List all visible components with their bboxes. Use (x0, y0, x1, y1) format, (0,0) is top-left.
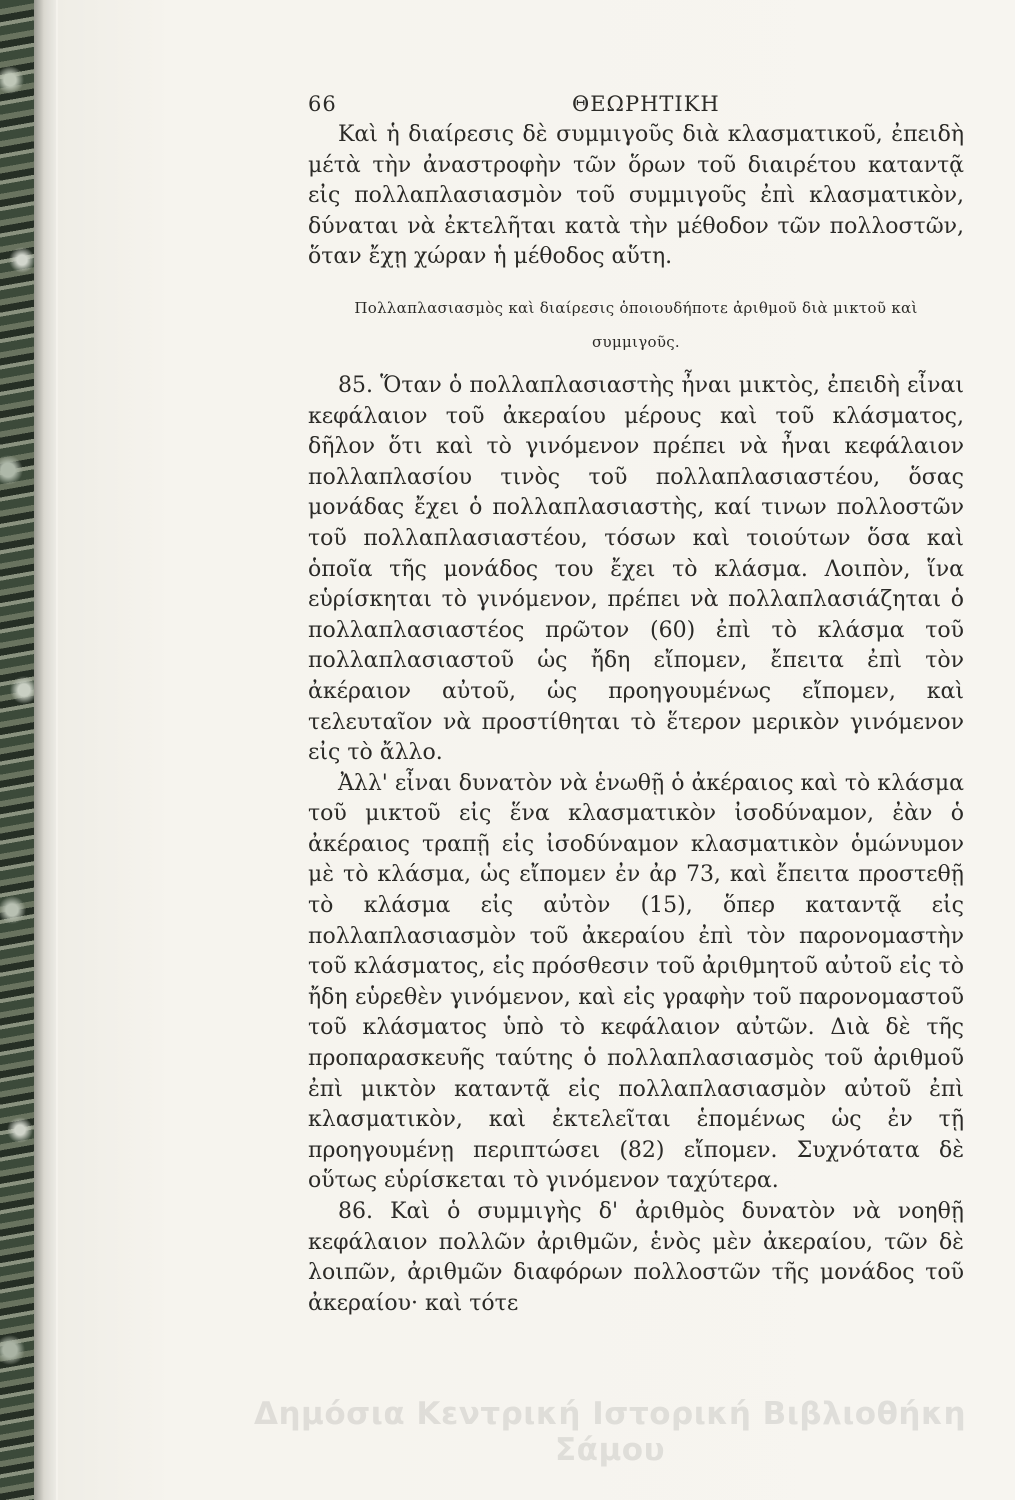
page-body (308, 120, 964, 1319)
running-head: ΘΕΩΡΗΤΙΚΗ (572, 92, 720, 116)
paragraph-86: 86. Καὶ ὁ συμμιγὴς δ' ἀριθμὸς δυνατὸν νὰ νοηθῇ κεφάλαιον πολλῶν ἀριθμῶν, ἑνὸς μὲν ἀκεραίου, τῶν δὲ λοιπῶν, ἀριθμῶν διαφόρων πολλοστῶν τῆς μονάδος τοῦ ἀκεραίου· καὶ τότε (308, 1199, 964, 1316)
paragraph-division-mixed: Καὶ ἡ διαίρεσις δὲ συμμιγοῦς διὰ κλασματικοῦ, ἐπειδὴ μέτὰ τὴν ἀναστροφὴν τῶν ὅρων τοῦ διαιρέτου καταντᾷ εἰς πολλαπλασιασμὸν τοῦ συμμιγοῦς ἐπὶ κλασματικὸν, δύναται νὰ ἐκτελῆται κατὰ τὴν μέθοδον τῶν πολλοστῶν, ὅταν ἔχῃ χώραν ἡ μέθοδος αὕτη. (308, 122, 964, 270)
paragraph-alla: Ἀλλ' εἶναι δυνατὸν νὰ ἑνωθῇ ὁ ἀκέραιος καὶ τὸ κλάσμα τοῦ μικτοῦ εἰς ἕνα κλασματικὸν ἰσοδύναμον, ἐὰν ὁ ἀκέραιος τραπῇ εἰς ἰσοδύναμον κλασματικὸν ὁμώνυμον μὲ τὸ κλάσμα, ὡς εἴπομεν ἐν ἀρ 73, καὶ ἔπειτα προστεθῇ τὸ κλάσμα εἰς αὐτὸν (15), ὅπερ καταντᾷ εἰς πολλαπλασιασμὸν τοῦ ἀκεραίου ἐπὶ τὸν παρονομαστὴν τοῦ κλάσματος, εἰς πρόσθεσιν τοῦ ἀριθμητοῦ αὐτοῦ εἰς τὸ ἤδη εὑρεθὲν γινόμενον, καὶ εἰς γραφὴν τοῦ παρονομαστοῦ τοῦ κλάσματος ὑπὸ τὸ κεφάλαιον αὐτῶν. Διὰ δὲ τῆς προπαρασκευῆς ταύτης ὁ πολλαπλασιασμὸς τοῦ ἀριθμοῦ ἐπὶ μικτὸν καταντᾷ εἰς πολλαπλασιασμὸν αὐτοῦ ἐπὶ κλασματικὸν, καὶ ἐκτελεῖται ἑπομένως ὡς ἐν τῇ προηγουμένῃ περιπτώσει (82) εἴπομεν. Συχνότατα δὲ οὕτως εὑρίσκεται τὸ γινόμενον ταχύτερα. (308, 770, 964, 1194)
page-gutter (34, 0, 56, 1500)
book-binding (0, 0, 34, 1500)
page-number: 66 (308, 92, 337, 116)
library-watermark: Δημόσια Κεντρική Ιστορική Βιβλιοθήκη Σάμου (253, 1396, 967, 1468)
paragraph-85: 85. Ὅταν ὁ πολλαπλασιαστὴς ἦναι μικτὸς, ἐπειδὴ εἶναι κεφάλαιον τοῦ ἀκεραίου μέρους καὶ τοῦ κλάσματος, δῆλον ὅτι καὶ τὸ γινόμενον πρέπει νὰ ἦναι κεφάλαιον πολλαπλασίου τινὸς τοῦ πολλαπλασιαστέου, ὅσας μονάδας ἔχει ὁ πολλαπλασιαστὴς, καί τινων πολλοστῶν τοῦ πολλαπλασιαστέου, τόσων καὶ τοιούτων ὅσα καὶ ὁποῖα τῆς μονάδος του ἔχει τὸ κλάσμα. Λοιπὸν, ἵνα εὑρίσκηται τὸ γινόμενον, πρέπει νὰ πολλαπλασιάζηται ὁ πολλαπλασιαστέος πρῶτον (60) ἐπὶ τὸ κλάσμα τοῦ πολλαπλασιαστοῦ ὡς ἤδη εἴπομεν, ἔπειτα ἐπὶ τὸν ἀκέραιον αὐτοῦ, ὡς προηγουμένως εἴπομεν, καὶ τελευταῖον νὰ προστίθηται τὸ ἕτερον μερικὸν γινόμενον εἰς τὸ ἄλλο. (308, 372, 964, 766)
section-heading: Πολλαπλασιασμὸς καὶ διαίρεσις ὁποιουδήποτε ἀριθμοῦ διὰ μικτοῦ καὶ συμμιγοῦς. (354, 298, 918, 351)
